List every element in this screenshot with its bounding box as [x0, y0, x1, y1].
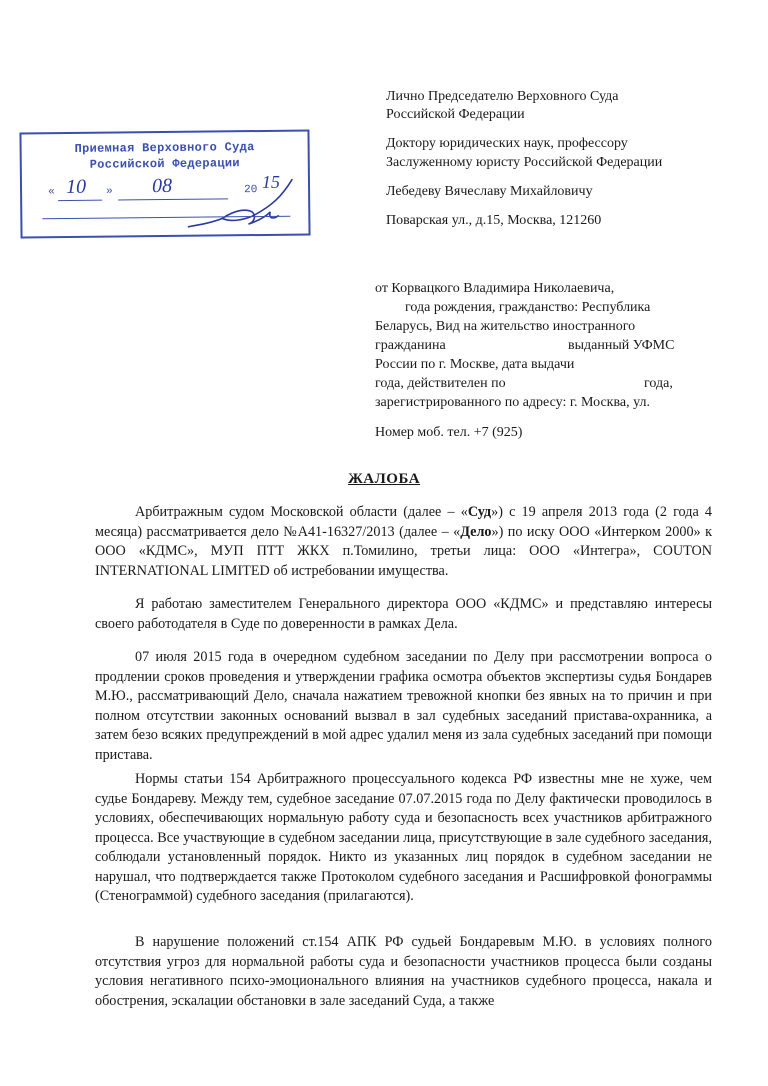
sender-line5: России по г. Москве, дата выдачи	[375, 357, 575, 372]
sender-line6b: года,	[644, 376, 673, 391]
paragraph-1-part-c: ») с 19 апреля 2013 года (2 года 4 месяца) рассматривается дело №А41-16327/2013 (далее – «	[95, 504, 712, 540]
paragraph-2: Я работаю заместителем Генерального директора ООО «КДМС» и представляю интересы своего работодателя в Суде по доверенности в рамках Дела.	[95, 596, 712, 632]
paragraph-5: В нарушение положений ст.154 АПК РФ судьей Бондаревым М.Ю. в условиях полного отсутствия угроз для нормальной работы суда и безопасности участников процесса были созданы условия негативного психо-эмоционального влияния на участников судебного процесса, накала и обострения, эскалации обстановки в зале заседаний Суда, а также	[95, 934, 712, 1009]
paragraph-1	[95, 503, 712, 581]
addressee-line3: Доктору юридических наук, профессору	[386, 136, 628, 151]
sender-line6a: года, действителен по	[375, 376, 506, 391]
term-case: Дело	[460, 523, 492, 540]
term-court: Суд	[467, 504, 492, 520]
stamp-year-prefix: 20	[244, 184, 258, 197]
addressee-line2: Российской Федерации	[386, 107, 525, 122]
sender-line2: года рождения, гражданство: Республика	[405, 300, 651, 315]
stamp-day: 10	[65, 175, 87, 199]
stamp-title-line2: Российской Федерации	[89, 156, 240, 172]
stamp-quote-open: «	[48, 186, 55, 199]
paragraph-4: Нормы статьи 154 Арбитражного процессуального кодекса РФ известны мне не хуже, чем судье Бондареву. Между тем, судебное заседание 07.07.2015 года по Делу фактически проводилось в условиях, обеспечивающих нормальную работу суда и безопасность всех участников арбитражного процесса. Все участвующие в судебном заседании лица, присутствующие в зале судебного заседания, соблюдали установленный порядок. Никто из указанных лиц порядок в судебном заседании не нарушал, что подтверждается также Протоколом судебного заседания и Расшифровкой фонограммы (Стенограммой) судебного заседания (прилагаются).	[95, 771, 712, 904]
addressee-address: Поварская ул., д.15, Москва, 121260	[386, 213, 602, 228]
addressee-line1: Лично Председателю Верховного Суда	[386, 89, 619, 104]
sender-line4a: гражданина	[375, 338, 446, 353]
sender-phone: Номер моб. тел. +7 (925)	[375, 425, 523, 440]
sender-line1: от Корвацкого Владимира Николаевича,	[375, 281, 615, 296]
paragraph-1-part-e: ») по иску ООО «Интерком 2000» к ООО «КДМС», МУП ПТТ ЖКХ п.Томилино, третьи лица: ООО «Интегра», COUTON INTERNATIONAL LIMITED об истребовании имущества.	[95, 523, 712, 579]
stamp-month: 08	[151, 174, 173, 198]
sender-line4b: выданный УФМС	[568, 338, 675, 353]
document-title: ЖАЛОБА	[347, 471, 421, 487]
stamp-quote-close: »	[106, 185, 113, 198]
stamp-title-line1: Приемная Верховного Суда	[74, 140, 255, 156]
stamp-day-line	[58, 200, 102, 201]
signature-icon	[182, 176, 303, 233]
stamp-year-suffix: 15	[261, 171, 281, 192]
paragraph-3: 07 июля 2015 года в очередном судебном заседании по Делу при рассмотрении вопроса о продлении сроков проведения и утверждении графика осмотра объектов экспертизы судья Бондарев М.Ю., рассматривающий Дело, сначала нажатием тревожной кнопки без явных на то причин и при полном отсутствии законных оснований вызвал в зал судебных заседаний пристава-охранника, а затем безо всяких предупреждений в мой адрес удалил меня из зала судебных заседаний при помощи пристава.	[95, 649, 712, 763]
reception-stamp	[19, 129, 310, 238]
paragraph-1-part-a: Арбитражным судом Московской области (далее – «	[135, 504, 468, 520]
sender-line7: зарегистрированного по адресу: г. Москва, ул.	[375, 395, 650, 410]
addressee-line4: Заслуженному юристу Российской Федерации	[386, 155, 663, 170]
sender-line3: Беларусь, Вид на жительство иностранного	[375, 319, 636, 334]
addressee-name: Лебедеву Вячеславу Михайловичу	[386, 184, 593, 199]
